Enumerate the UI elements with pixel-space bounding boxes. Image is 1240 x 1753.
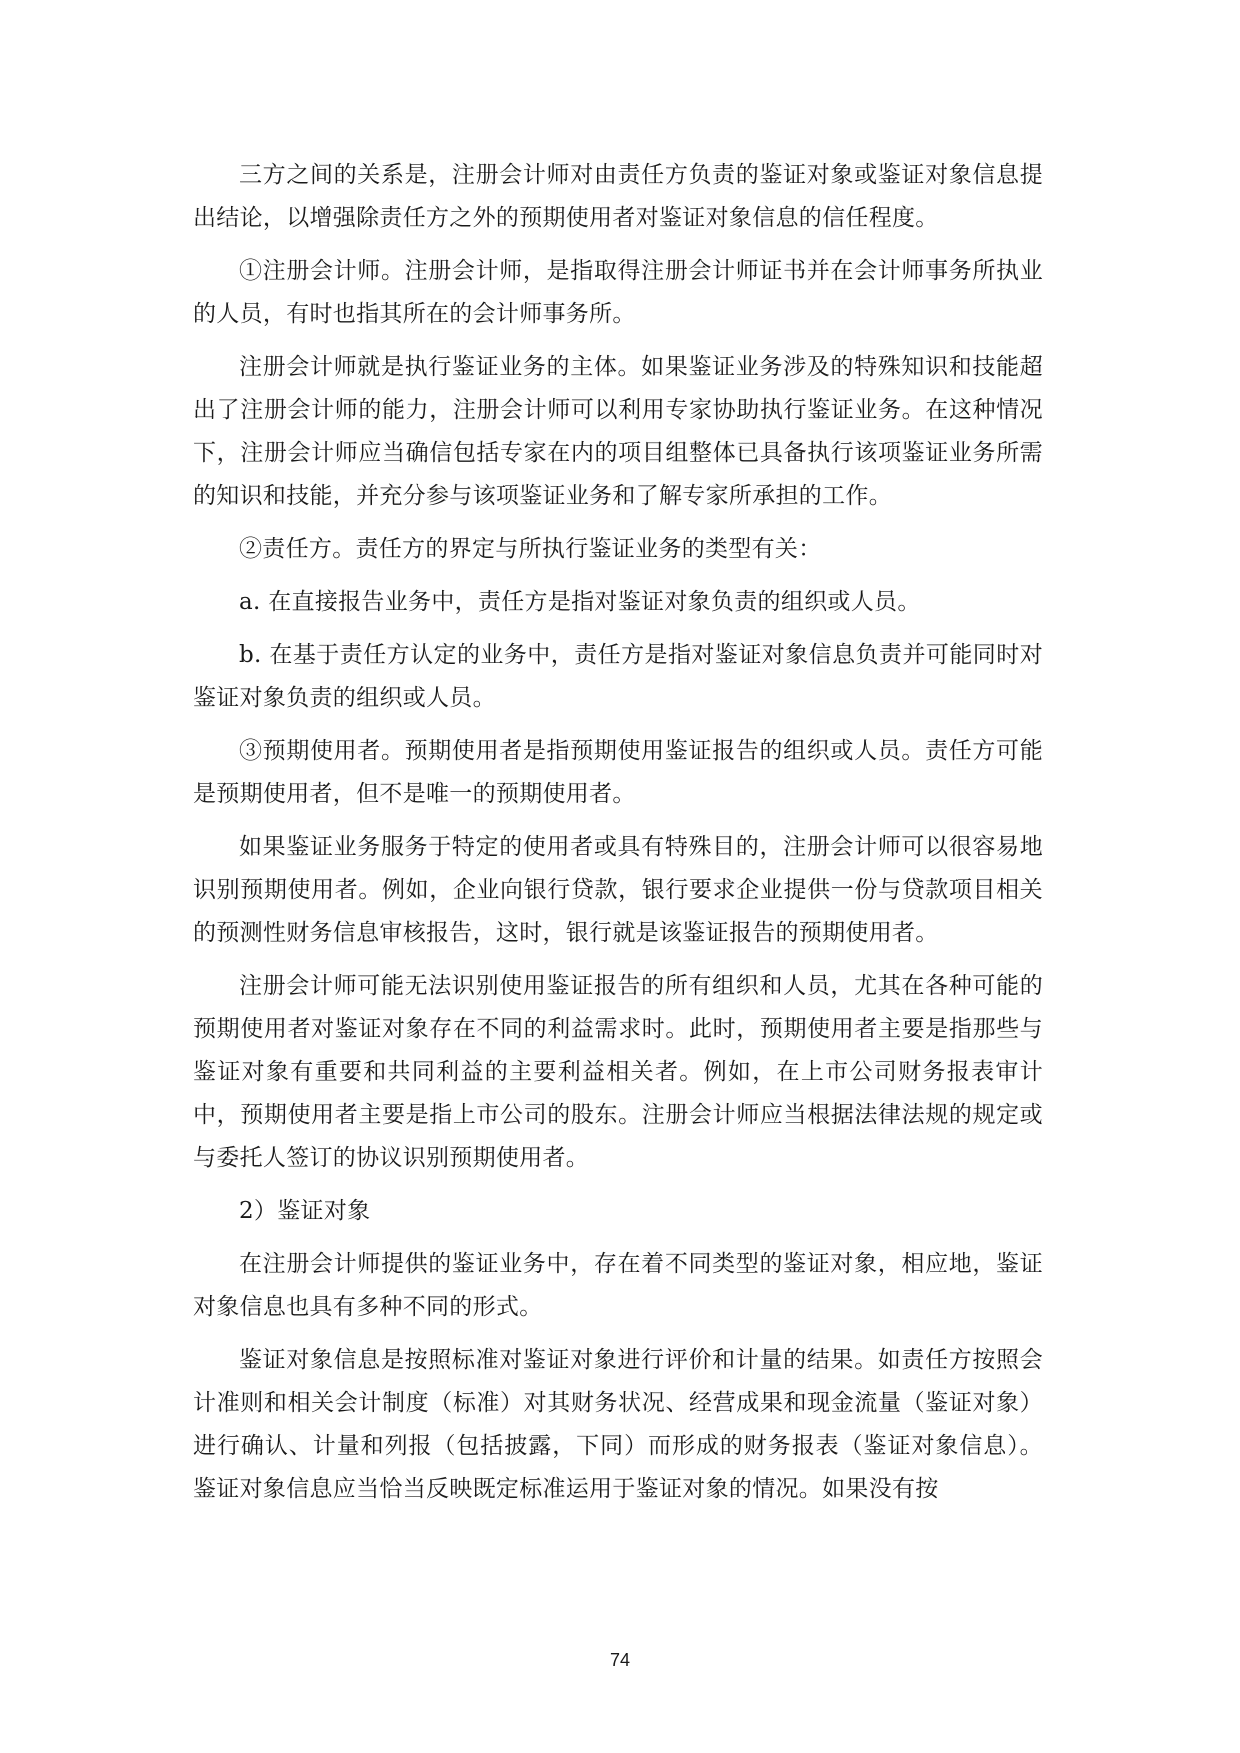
paragraph-cpa-definition: ①注册会计师。注册会计师，是指取得注册会计师证书并在会计师事务所执业的人员，有时也指其所在的会计师事务所。 <box>193 258 1043 327</box>
paragraph-direct-reporting: a. 在直接报告业务中，责任方是指对鉴证对象负责的组织或人员。 <box>239 589 921 615</box>
paragraph-assertion-based: b. 在基于责任方认定的业务中，责任方是指对鉴证对象信息负责并可能同时对鉴证对象负责的组织或人员。 <box>193 642 1043 711</box>
page-number: 74 <box>609 1650 631 1670</box>
paragraph-unidentified-users: 注册会计师可能无法识别使用鉴证报告的所有组织和人员，尤其在各种可能的预期使用者对鉴证对象存在不同的利益需求时。此时，预期使用者主要是指那些与鉴证对象有重要和共同利益的主要利益相关者。例如，在上市公司财务报表审计中，预期使用者主要是指上市公司的股东。注册会计师应当根据法律法规的规定或与委托人签订的协议识别预期使用者。 <box>193 973 1043 1171</box>
body-text <box>193 154 1043 1521</box>
paragraph-responsible-party: ②责任方。责任方的界定与所执行鉴证业务的类型有关： <box>239 536 822 562</box>
paragraph-relationship: 三方之间的关系是，注册会计师对由责任方负责的鉴证对象或鉴证对象信息提出结论，以增强除责任方之外的预期使用者对鉴证对象信息的信任程度。 <box>193 162 1043 231</box>
paragraph-subject-matter-types: 在注册会计师提供的鉴证业务中，存在着不同类型的鉴证对象，相应地，鉴证对象信息也具有多种不同的形式。 <box>193 1251 1043 1320</box>
paragraph-specific-users-example: 如果鉴证业务服务于特定的使用者或具有特殊目的，注册会计师可以很容易地识别预期使用者。例如，企业向银行贷款，银行要求企业提供一份与贷款项目相关的预测性财务信息审核报告，这时，银行就是该鉴证报告的预期使用者。 <box>193 834 1043 946</box>
paragraph-subject-matter-information: 鉴证对象信息是按照标准对鉴证对象进行评价和计量的结果。如责任方按照会计准则和相关会计制度（标准）对其财务状况、经营成果和现金流量（鉴证对象）进行确认、计量和列报（包括披露，下同）而形成的财务报表（鉴证对象信息）。鉴证对象信息应当恰当反映既定标准运用于鉴证对象的情况。如果没有按 <box>193 1347 1043 1502</box>
section-heading-subject-matter: 2）鉴证对象 <box>239 1198 371 1224</box>
paragraph-cpa-subject: 注册会计师就是执行鉴证业务的主体。如果鉴证业务涉及的特殊知识和技能超出了注册会计师的能力，注册会计师可以利用专家协助执行鉴证业务。在这种情况下，注册会计师应当确信包括专家在内的项目组整体已具备执行该项鉴证业务所需的知识和技能，并充分参与该项鉴证业务和了解专家所承担的工作。 <box>193 354 1043 509</box>
paragraph-intended-users: ③预期使用者。预期使用者是指预期使用鉴证报告的组织或人员。责任方可能是预期使用者，但不是唯一的预期使用者。 <box>193 738 1043 807</box>
